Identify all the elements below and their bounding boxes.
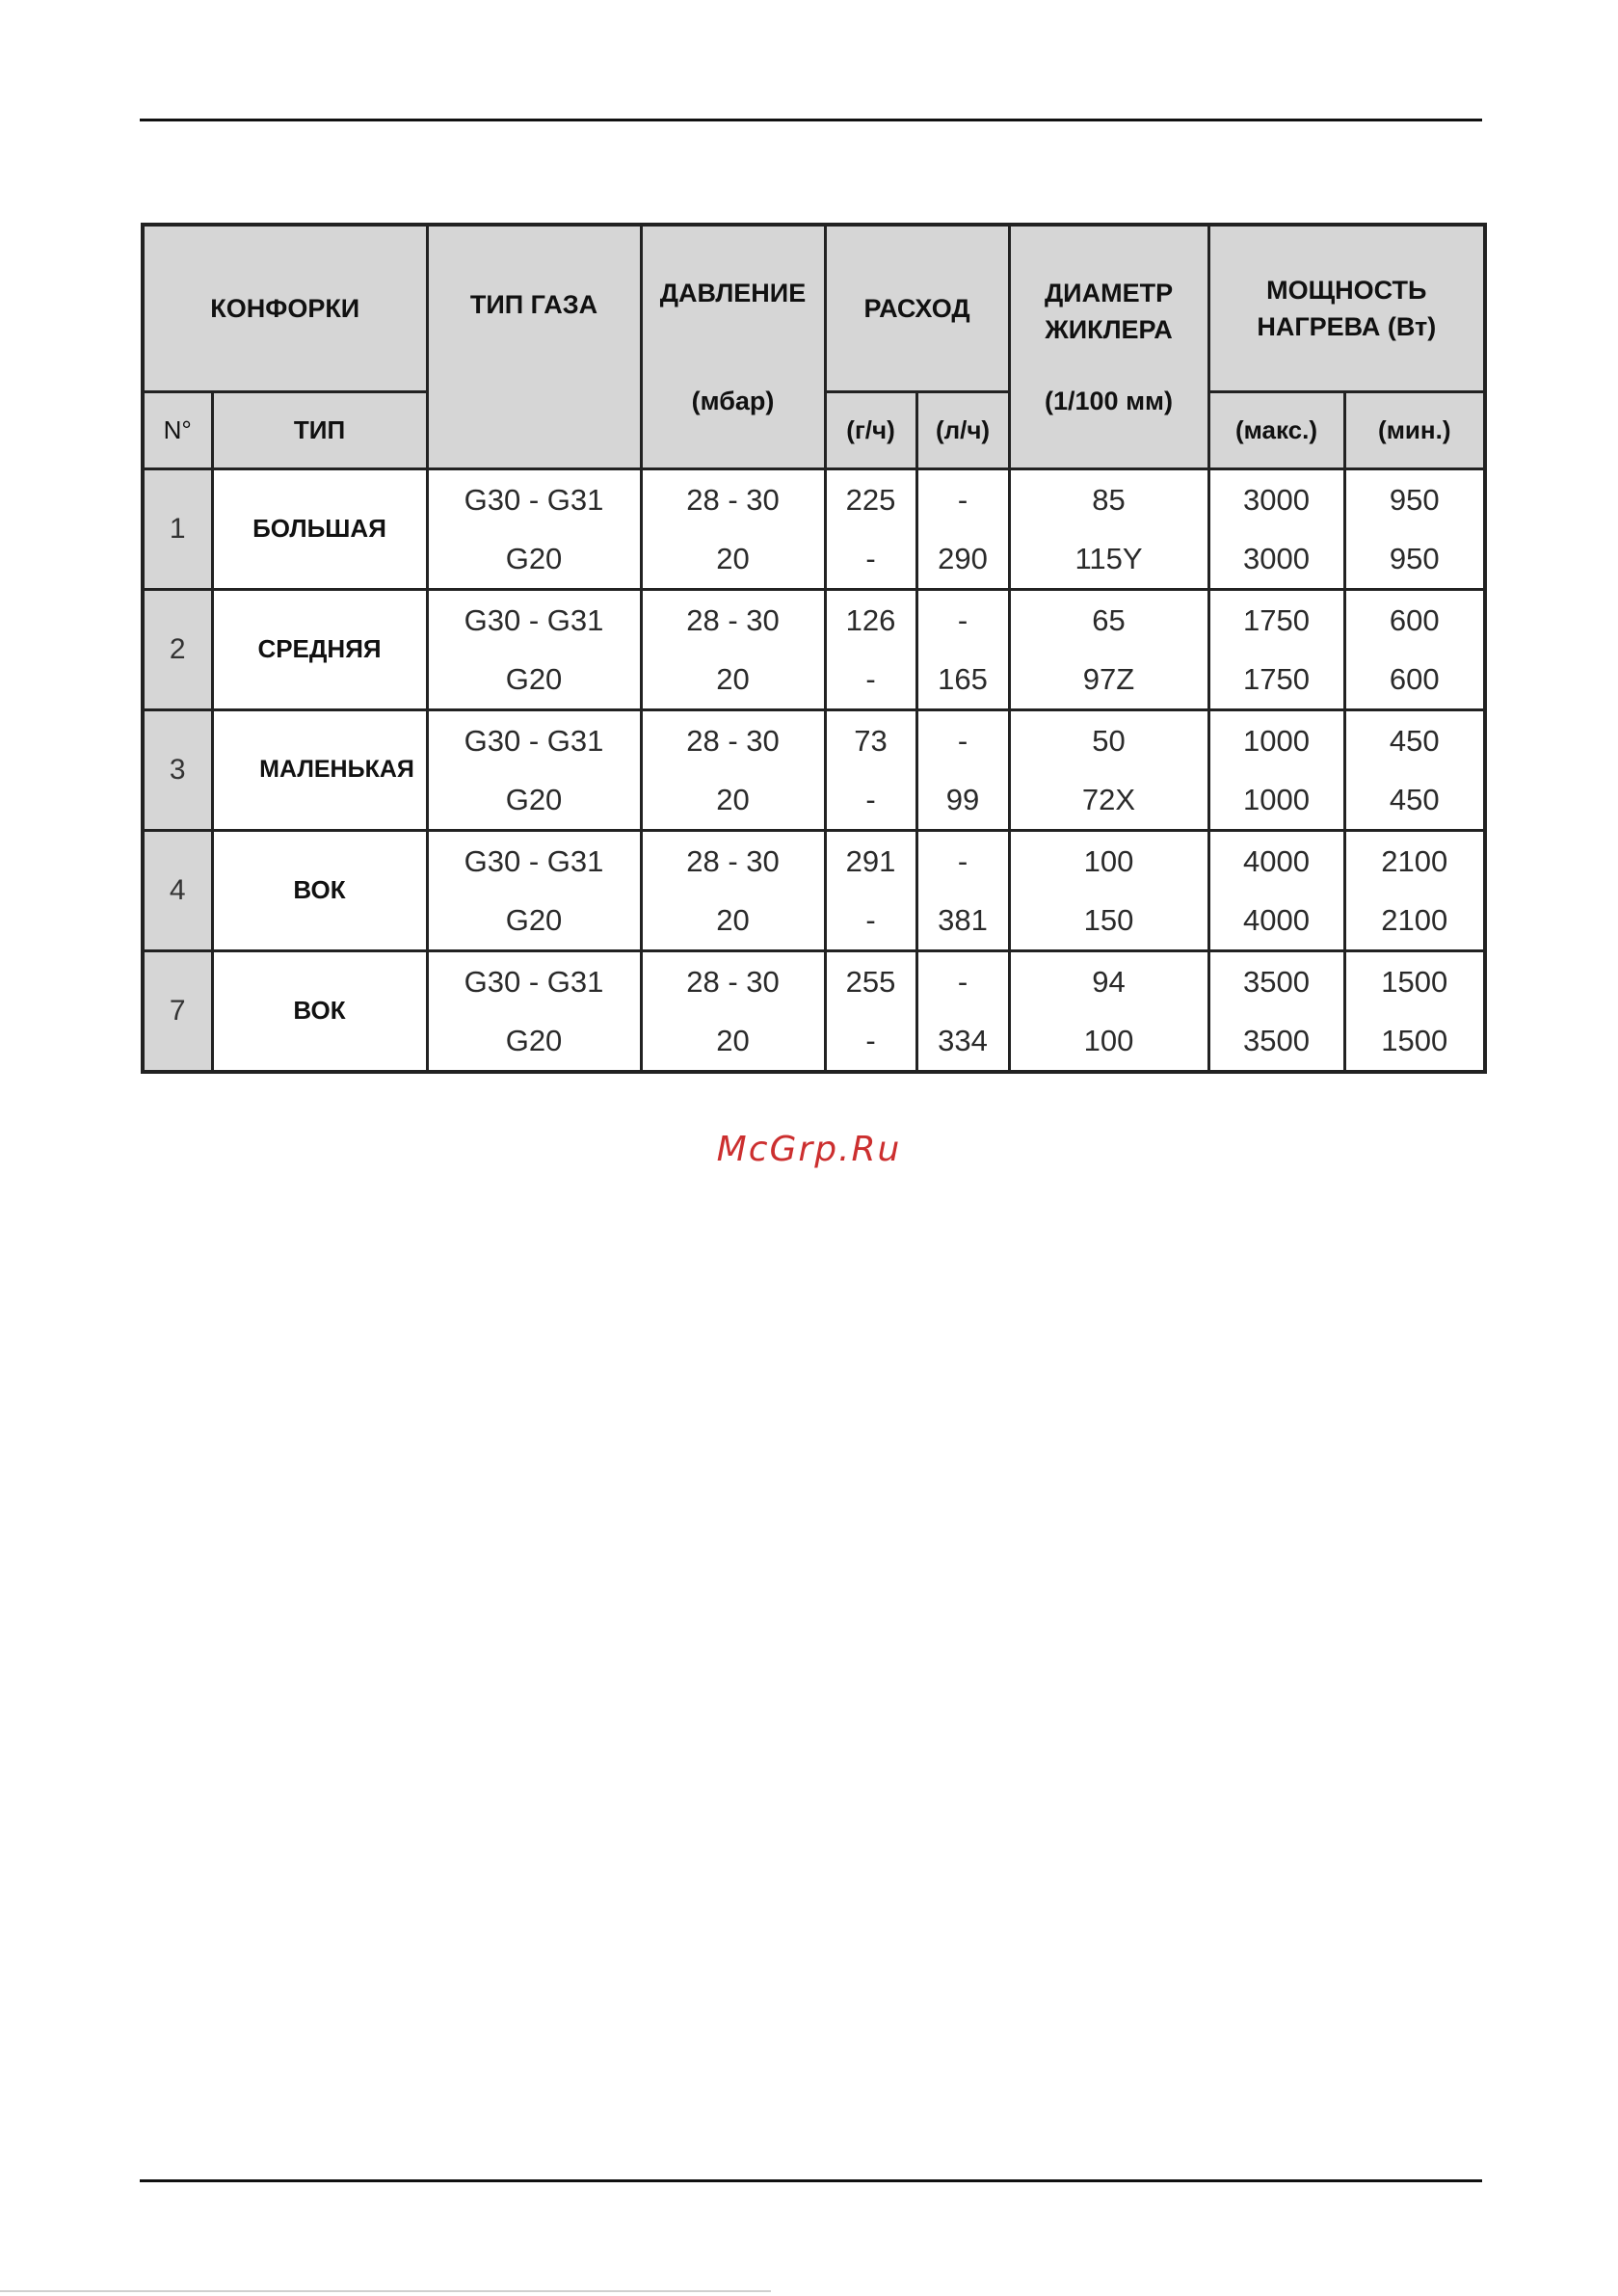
- pressure-cell: 20: [641, 530, 825, 590]
- header-nozzle: [1009, 225, 1208, 468]
- header-power-line1: МОЩНОСТЬ: [1266, 275, 1427, 305]
- header-burners: КОНФОРКИ: [143, 225, 427, 391]
- header-consumption-l: (л/ч): [916, 391, 1009, 468]
- burner-number: 3: [143, 709, 212, 830]
- header-type: ТИП: [212, 391, 427, 468]
- consumption-g-cell: -: [825, 530, 916, 590]
- pressure-cell: 28 - 30: [641, 589, 825, 651]
- power-max-cell: 1000: [1208, 709, 1344, 771]
- table-row: [143, 589, 1485, 651]
- burner-number: 4: [143, 830, 212, 950]
- burner-type: ВОК: [212, 950, 427, 1072]
- consumption-l-cell: -: [916, 950, 1009, 1012]
- nozzle-cell: 72X: [1009, 771, 1208, 831]
- consumption-l-cell: 381: [916, 892, 1009, 951]
- consumption-l-cell: -: [916, 589, 1009, 651]
- consumption-l-cell: 99: [916, 771, 1009, 831]
- table-row: [143, 830, 1485, 892]
- consumption-g-cell: 291: [825, 830, 916, 892]
- nozzle-cell: 94: [1009, 950, 1208, 1012]
- nozzle-cell: 65: [1009, 589, 1208, 651]
- watermark: McGrp.Ru: [716, 1130, 902, 1169]
- power-min-cell: 950: [1344, 530, 1485, 590]
- header-row-top: [143, 225, 1485, 391]
- consumption-g-cell: -: [825, 1012, 916, 1072]
- header-consumption-g: (г/ч): [825, 391, 916, 468]
- burner-type: МАЛЕНЬКАЯ: [212, 709, 427, 830]
- nozzle-cell: 100: [1009, 830, 1208, 892]
- consumption-l-cell: 290: [916, 530, 1009, 590]
- pressure-cell: 20: [641, 1012, 825, 1072]
- burner-type: БОЛЬШАЯ: [212, 468, 427, 589]
- nozzle-cell: 115Y: [1009, 530, 1208, 590]
- power-min-cell: 450: [1344, 771, 1485, 831]
- top-rule: [140, 119, 1482, 121]
- burner-number: 1: [143, 468, 212, 589]
- power-min-cell: 1500: [1344, 950, 1485, 1012]
- consumption-g-cell: -: [825, 892, 916, 951]
- consumption-g-cell: -: [825, 771, 916, 831]
- consumption-l-cell: -: [916, 709, 1009, 771]
- scan-edge-line: [0, 2290, 771, 2292]
- burner-number: 2: [143, 589, 212, 709]
- burner-type: ВОК: [212, 830, 427, 950]
- gas-type-cell: G30 - G31: [427, 468, 641, 530]
- bottom-rule: [140, 2179, 1482, 2182]
- power-min-cell: 1500: [1344, 1012, 1485, 1072]
- power-min-cell: 450: [1344, 709, 1485, 771]
- power-min-cell: 950: [1344, 468, 1485, 530]
- power-min-cell: 2100: [1344, 830, 1485, 892]
- header-nozzle-line1: ДИАМЕТР: [1044, 278, 1174, 307]
- pressure-cell: 20: [641, 771, 825, 831]
- header-pressure-unit: (мбар): [691, 386, 775, 415]
- power-min-cell: 600: [1344, 589, 1485, 651]
- nozzle-cell: 150: [1009, 892, 1208, 951]
- consumption-l-cell: -: [916, 830, 1009, 892]
- gas-type-cell: G30 - G31: [427, 950, 641, 1012]
- header-power-line2: НАГРЕВА (Вт): [1257, 311, 1437, 341]
- pressure-cell: 28 - 30: [641, 950, 825, 1012]
- power-max-cell: 3000: [1208, 468, 1344, 530]
- nozzle-cell: 50: [1009, 709, 1208, 771]
- consumption-l-cell: -: [916, 468, 1009, 530]
- header-nozzle-unit: (1/100 мм): [1045, 386, 1174, 415]
- consumption-g-cell: 126: [825, 589, 916, 651]
- pressure-cell: 20: [641, 892, 825, 951]
- consumption-l-cell: 334: [916, 1012, 1009, 1072]
- consumption-g-cell: -: [825, 651, 916, 710]
- header-power-max: (макс.): [1208, 391, 1344, 468]
- table-row: [143, 709, 1485, 771]
- burner-type: СРЕДНЯЯ: [212, 589, 427, 709]
- power-min-cell: 2100: [1344, 892, 1485, 951]
- header-power-min: (мин.): [1344, 391, 1485, 468]
- nozzle-cell: 97Z: [1009, 651, 1208, 710]
- gas-type-cell: G20: [427, 1012, 641, 1072]
- table-row: [143, 950, 1485, 1012]
- header-number: N°: [143, 391, 212, 468]
- gas-type-cell: G30 - G31: [427, 589, 641, 651]
- pressure-cell: 28 - 30: [641, 830, 825, 892]
- header-nozzle-line2: ЖИКЛЕРА: [1045, 314, 1173, 344]
- power-max-cell: 4000: [1208, 892, 1344, 951]
- gas-type-cell: G20: [427, 530, 641, 590]
- header-power: [1208, 225, 1485, 391]
- power-max-cell: 3500: [1208, 950, 1344, 1012]
- header-consumption: РАСХОД: [825, 225, 1009, 391]
- gas-type-cell: G20: [427, 771, 641, 831]
- gas-type-cell: G20: [427, 892, 641, 951]
- consumption-l-cell: 165: [916, 651, 1009, 710]
- pressure-cell: 28 - 30: [641, 468, 825, 530]
- header-gas-type: ТИП ГАЗА: [427, 225, 641, 468]
- power-max-cell: 1750: [1208, 651, 1344, 710]
- burner-number: 7: [143, 950, 212, 1072]
- power-max-cell: 4000: [1208, 830, 1344, 892]
- power-max-cell: 3500: [1208, 1012, 1344, 1072]
- consumption-g-cell: 225: [825, 468, 916, 530]
- consumption-g-cell: 255: [825, 950, 916, 1012]
- header-pressure: [641, 225, 825, 468]
- gas-type-cell: G20: [427, 651, 641, 710]
- power-max-cell: 1000: [1208, 771, 1344, 831]
- consumption-g-cell: 73: [825, 709, 916, 771]
- gas-type-cell: G30 - G31: [427, 830, 641, 892]
- pressure-cell: 28 - 30: [641, 709, 825, 771]
- power-max-cell: 3000: [1208, 530, 1344, 590]
- gas-type-cell: G30 - G31: [427, 709, 641, 771]
- nozzle-cell: 85: [1009, 468, 1208, 530]
- power-min-cell: 600: [1344, 651, 1485, 710]
- burner-gas-table: [141, 223, 1487, 1074]
- pressure-cell: 20: [641, 651, 825, 710]
- table-row: [143, 468, 1485, 530]
- header-pressure-label: ДАВЛЕНИЕ: [659, 278, 807, 307]
- nozzle-cell: 100: [1009, 1012, 1208, 1072]
- power-max-cell: 1750: [1208, 589, 1344, 651]
